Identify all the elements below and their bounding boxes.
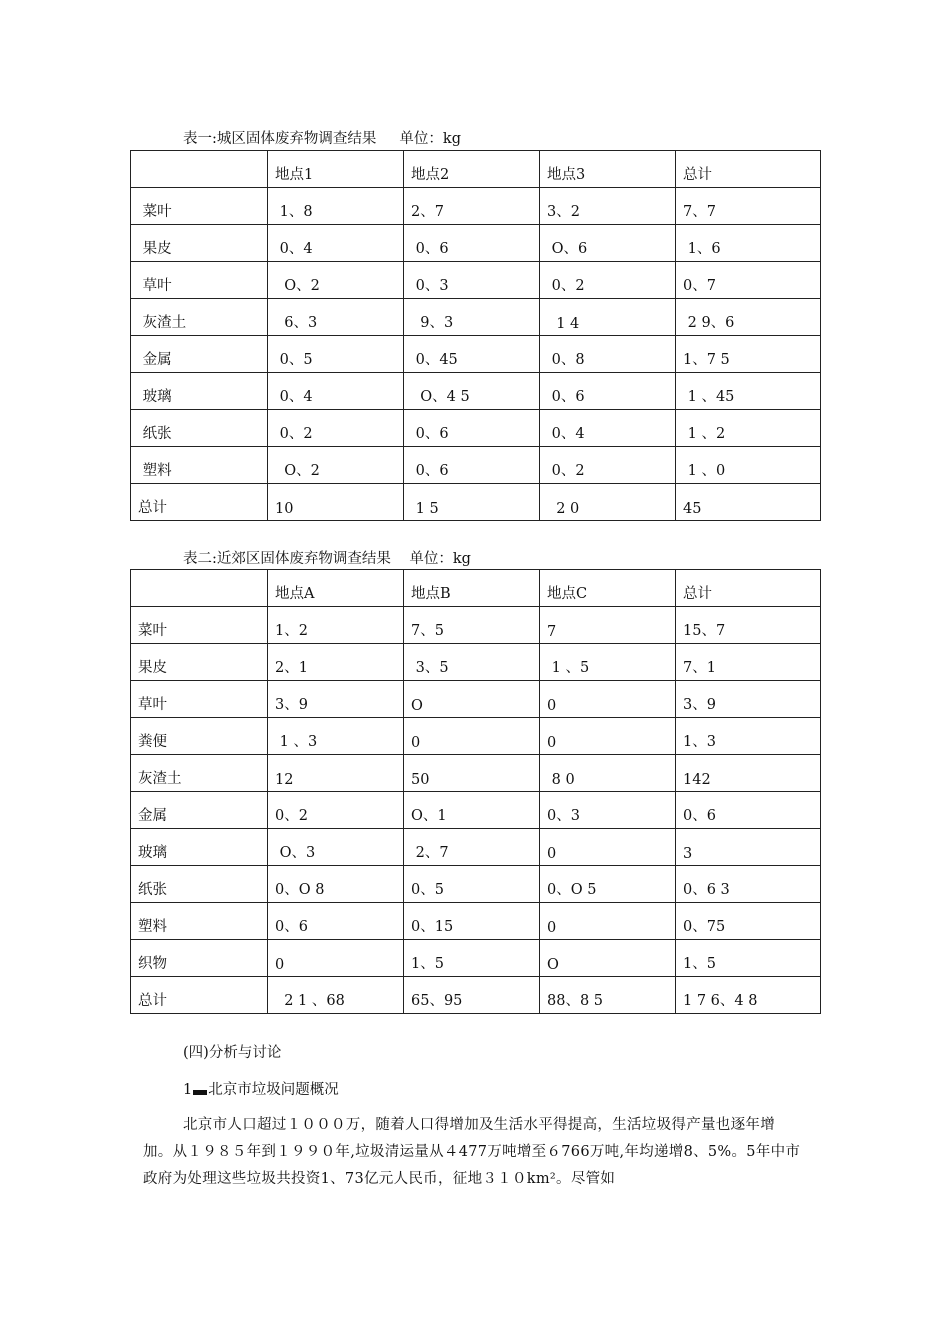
row-label-cell: 纸张 (131, 866, 268, 903)
value-cell: 0、15 (404, 903, 540, 940)
row-label-cell: 粪便 (131, 718, 268, 755)
value-cell: 1 7 6、4 8 (676, 977, 821, 1014)
value-cell: 7、1 (676, 644, 821, 681)
header-cell: 地点A (268, 570, 404, 607)
row-label-cell: 玻璃 (131, 373, 268, 410)
value-cell: 0、8 (540, 336, 676, 373)
value-cell: 0 (540, 718, 676, 755)
value-cell: 1、5 (676, 940, 821, 977)
value-cell: 0 (540, 829, 676, 866)
row-label-cell: 草叶 (131, 262, 268, 299)
value-cell: 0、5 (404, 866, 540, 903)
table2-caption: 表二:近郊区固体废弃物调查结果 单位：kg (183, 551, 471, 567)
value-cell: 0 (404, 718, 540, 755)
value-cell: O、4 5 (404, 373, 540, 410)
header-cell: 地点1 (268, 151, 404, 188)
value-cell: 1 、0 (676, 447, 821, 484)
value-cell: 3、9 (676, 681, 821, 718)
row-label-cell: 金属 (131, 336, 268, 373)
value-cell: 65、95 (404, 977, 540, 1014)
value-cell: 2、1 (268, 644, 404, 681)
row-label-cell: 纸张 (131, 410, 268, 447)
value-cell: 0、3 (540, 792, 676, 829)
row-label-cell: 塑料 (131, 903, 268, 940)
value-cell: O、2 (268, 447, 404, 484)
table-header-row (131, 151, 821, 188)
value-cell: 3、5 (404, 644, 540, 681)
value-cell: 1 、3 (268, 718, 404, 755)
table-row (131, 410, 821, 447)
value-cell: 0、6 (404, 410, 540, 447)
value-cell: 0 (540, 681, 676, 718)
row-label-cell: 总计 (131, 484, 268, 521)
row-label-cell: 灰渣土 (131, 755, 268, 792)
table-row (131, 940, 821, 977)
value-cell: 1 5 (404, 484, 540, 521)
value-cell: 0、2 (268, 410, 404, 447)
value-cell: 0、75 (676, 903, 821, 940)
value-cell: 1 、45 (676, 373, 821, 410)
header-cell: 地点3 (540, 151, 676, 188)
value-cell: 1、8 (268, 188, 404, 225)
table-row (131, 718, 821, 755)
value-cell: 0 (268, 940, 404, 977)
value-cell: 9、3 (404, 299, 540, 336)
header-cell: 地点2 (404, 151, 540, 188)
row-label-cell: 灰渣土 (131, 299, 268, 336)
value-cell: 15、7 (676, 607, 821, 644)
value-cell: 0、4 (268, 225, 404, 262)
value-cell: 45 (676, 484, 821, 521)
row-label-cell: 金属 (131, 792, 268, 829)
value-cell: 88、8 5 (540, 977, 676, 1014)
table-row (131, 866, 821, 903)
table-row (131, 607, 821, 644)
value-cell: 0、6 (268, 903, 404, 940)
subsection-number: 1 (183, 1082, 193, 1098)
value-cell: 2、7 (404, 188, 540, 225)
table-row (131, 484, 821, 521)
value-cell: 7 (540, 607, 676, 644)
header-cell: 总计 (676, 570, 821, 607)
value-cell: 0、2 (540, 262, 676, 299)
value-cell: 1 、5 (540, 644, 676, 681)
table-row (131, 792, 821, 829)
body-paragraph: 北京市人口超过１０００万，随着人口得增加及生活水平得提高，生活垃圾得产量也逐年增加。从１９８５年到１９９０年,垃圾清运量从４477万吨增至６766万吨,年均递增8、5%。5年中市政府为处理这些垃圾共投资1、73亿元人民币，征地３１０km²。尽管如 (143, 1117, 801, 1187)
value-cell: 1 、2 (676, 410, 821, 447)
value-cell: 50 (404, 755, 540, 792)
value-cell: 1、2 (268, 607, 404, 644)
table-row (131, 644, 821, 681)
value-cell: 0、4 (540, 410, 676, 447)
value-cell: 3、9 (268, 681, 404, 718)
table-row (131, 373, 821, 410)
value-cell: 1、3 (676, 718, 821, 755)
value-cell: 3、2 (540, 188, 676, 225)
value-cell: 0、6 3 (676, 866, 821, 903)
value-cell: 6、3 (268, 299, 404, 336)
table-header-row (131, 570, 821, 607)
table-row (131, 447, 821, 484)
header-cell: 总计 (676, 151, 821, 188)
row-label-cell: 果皮 (131, 225, 268, 262)
text-cursor-mark (193, 1090, 207, 1095)
table-row (131, 903, 821, 940)
value-cell: 8 0 (540, 755, 676, 792)
value-cell: 0、O 8 (268, 866, 404, 903)
table-row (131, 681, 821, 718)
header-cell (131, 151, 268, 188)
row-label-cell: 玻璃 (131, 829, 268, 866)
header-cell (131, 570, 268, 607)
table-row (131, 977, 821, 1014)
value-cell: 0、6 (404, 447, 540, 484)
value-cell: O、3 (268, 829, 404, 866)
value-cell: 12 (268, 755, 404, 792)
row-label-cell: 草叶 (131, 681, 268, 718)
value-cell: 10 (268, 484, 404, 521)
value-cell: 1、5 (404, 940, 540, 977)
section-title: (四)分析与讨论 (183, 1045, 282, 1061)
value-cell: 0、3 (404, 262, 540, 299)
value-cell: 0、4 (268, 373, 404, 410)
value-cell: 0、6 (404, 225, 540, 262)
value-cell: 7、7 (676, 188, 821, 225)
value-cell: O、6 (540, 225, 676, 262)
header-cell: 地点C (540, 570, 676, 607)
table-row (131, 299, 821, 336)
value-cell: O、1 (404, 792, 540, 829)
table1-survey-results (130, 150, 821, 521)
value-cell: O、2 (268, 262, 404, 299)
subsection-text: 北京市垃圾问题概况 (208, 1082, 339, 1098)
value-cell: 0、2 (268, 792, 404, 829)
value-cell: 2、7 (404, 829, 540, 866)
value-cell: 0、O 5 (540, 866, 676, 903)
value-cell: 0、6 (540, 373, 676, 410)
table2-survey-results (130, 569, 821, 1014)
value-cell: 1、7 5 (676, 336, 821, 373)
value-cell: 1 4 (540, 299, 676, 336)
value-cell: 0、5 (268, 336, 404, 373)
header-cell: 地点B (404, 570, 540, 607)
value-cell: 1、6 (676, 225, 821, 262)
value-cell: O (404, 681, 540, 718)
row-label-cell: 织物 (131, 940, 268, 977)
table-row (131, 225, 821, 262)
value-cell: 2 0 (540, 484, 676, 521)
subsection-title (183, 1077, 843, 1104)
value-cell: 7、5 (404, 607, 540, 644)
row-label-cell: 总计 (131, 977, 268, 1014)
table1-caption: 表一:城区固体废弃物调查结果 单位：kg (183, 131, 461, 147)
value-cell: 2 9、6 (676, 299, 821, 336)
row-label-cell: 菜叶 (131, 188, 268, 225)
table-row (131, 829, 821, 866)
row-label-cell: 果皮 (131, 644, 268, 681)
value-cell: 142 (676, 755, 821, 792)
value-cell: 2 1 、68 (268, 977, 404, 1014)
row-label-cell: 菜叶 (131, 607, 268, 644)
value-cell: 0、2 (540, 447, 676, 484)
row-label-cell: 塑料 (131, 447, 268, 484)
table-row (131, 336, 821, 373)
table-row (131, 262, 821, 299)
value-cell: 0 (540, 903, 676, 940)
table-row (131, 188, 821, 225)
table-row (131, 755, 821, 792)
value-cell: 3 (676, 829, 821, 866)
value-cell: 0、6 (676, 792, 821, 829)
value-cell: O (540, 940, 676, 977)
value-cell: 0、7 (676, 262, 821, 299)
value-cell: 0、45 (404, 336, 540, 373)
